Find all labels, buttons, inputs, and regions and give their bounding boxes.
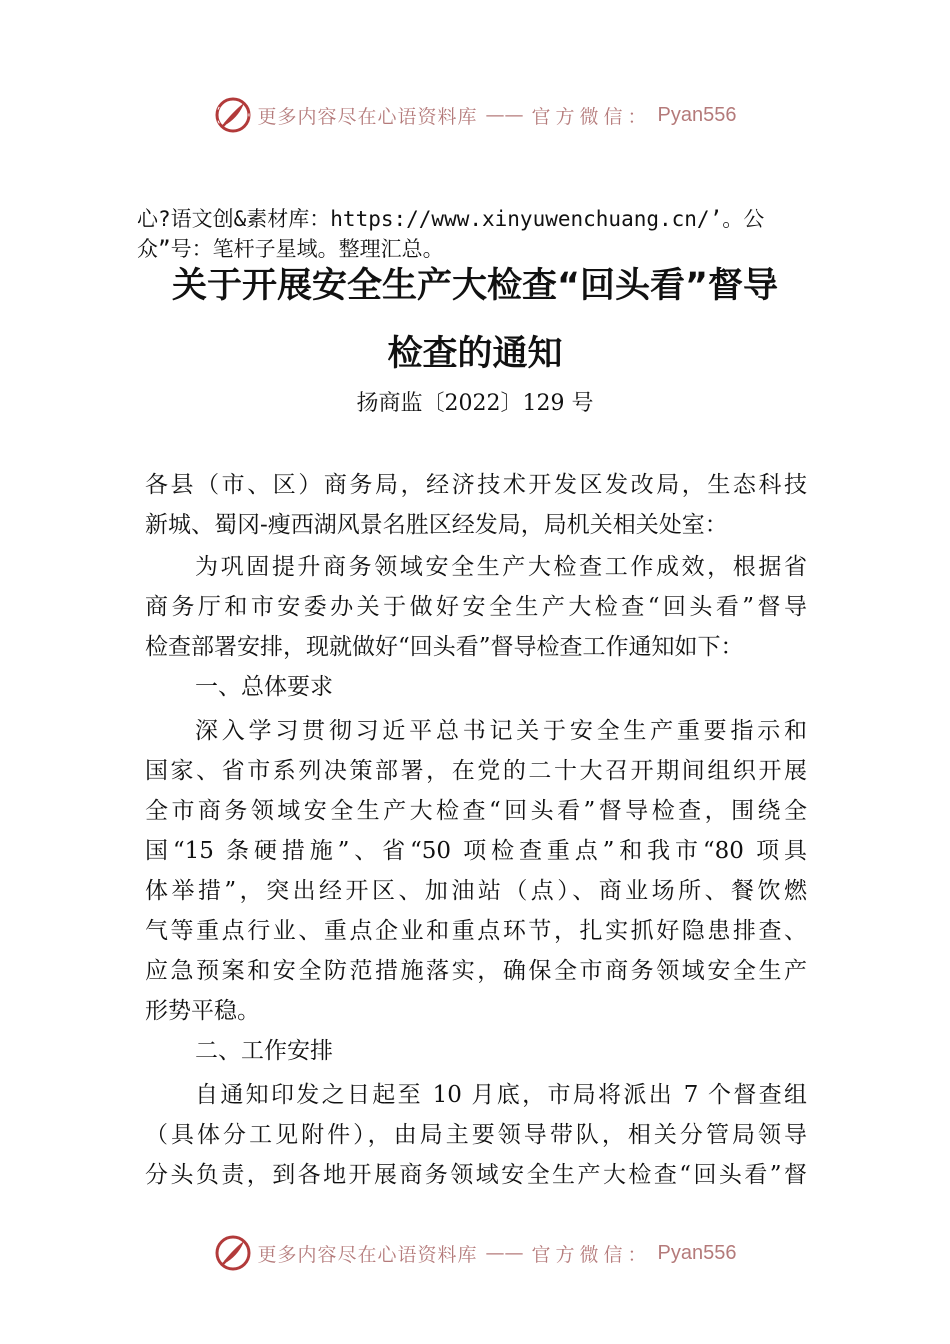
- document-title-line-2: 检查的通知: [387, 334, 563, 374]
- document-number: 扬商监〔2022〕129 号: [356, 391, 594, 416]
- body-line: 深入学习贯彻习近平总书记关于安全生产重要指示和: [195, 718, 807, 744]
- banner-wechat-id: Pyan556: [657, 1241, 737, 1264]
- body-line: 商务厅和市安委办关于做好安全生产大检查“回头看”督导: [145, 594, 807, 620]
- footer-watermark-banner: [0, 1231, 950, 1275]
- banner-dash: ——: [485, 104, 524, 126]
- banner-wechat-label: 官方微信：: [531, 105, 652, 128]
- banner-text: 更多内容尽在心语资料库: [257, 105, 478, 128]
- document-title-line-1: 关于开展安全生产大检查“回头看”督导: [171, 266, 778, 306]
- quill-pen-icon: [214, 1234, 252, 1272]
- body-line: 检查部署安排，现就做好“回头看”督导检查工作通知如下：: [145, 634, 744, 660]
- source-note: [137, 204, 817, 264]
- body-line: 新城、蜀冈-瘦西湖风景名胜区经发局，局机关相关处室：: [145, 512, 728, 538]
- section-heading-2: 二、工作安排: [195, 1038, 333, 1064]
- body-line: 国“15 条硬措施”、省“50 项检查重点”和我市“80 项具: [145, 838, 807, 864]
- banner-wechat-label: 官方微信：: [531, 1243, 652, 1266]
- body-line: 全市商务领域安全生产大检查“回头看”督导检查，围绕全: [145, 798, 807, 824]
- body-line: 自通知印发之日起至 10 月底，市局将派出 7 个督查组: [195, 1082, 807, 1108]
- banner-text: 更多内容尽在心语资料库: [257, 1243, 478, 1266]
- body-line: 形势平稳。: [145, 998, 260, 1024]
- header-watermark-banner: [0, 93, 950, 137]
- body-line: 国家、省市系列决策部署，在党的二十大召开期间组织开展: [145, 758, 807, 784]
- body-line: 分头负责，到各地开展商务领域安全生产大检查“回头看”督: [145, 1162, 807, 1188]
- section-heading-1: 一、总体要求: [195, 674, 333, 700]
- banner-dash: ——: [485, 1242, 524, 1264]
- body-line: 应急预案和安全防范措施落实，确保全市商务领域安全生产: [145, 958, 807, 984]
- source-note-line-1: 心?语文创&素材库：https://www.xinyuwenchuang.cn/’。公: [137, 207, 765, 231]
- body-line: 体举措”，突出经开区、加油站（点）、商业场所、餐饮燃: [145, 878, 807, 904]
- body-line: 为巩固提升商务领域安全生产大检查工作成效，根据省: [195, 554, 807, 580]
- source-note-line-2: 众”号：笔杆子星域。整理汇总。: [137, 237, 444, 261]
- banner-wechat-id: Pyan556: [657, 103, 737, 126]
- body-line: 各县（市、区）商务局，经济技术开发区发改局，生态科技: [145, 472, 807, 498]
- body-line: 气等重点行业、重点企业和重点环节，扎实抓好隐患排查、: [145, 918, 807, 944]
- body-line: （具体分工见附件），由局主要领导带队，相关分管局领导: [145, 1122, 807, 1148]
- quill-pen-icon: [214, 96, 252, 134]
